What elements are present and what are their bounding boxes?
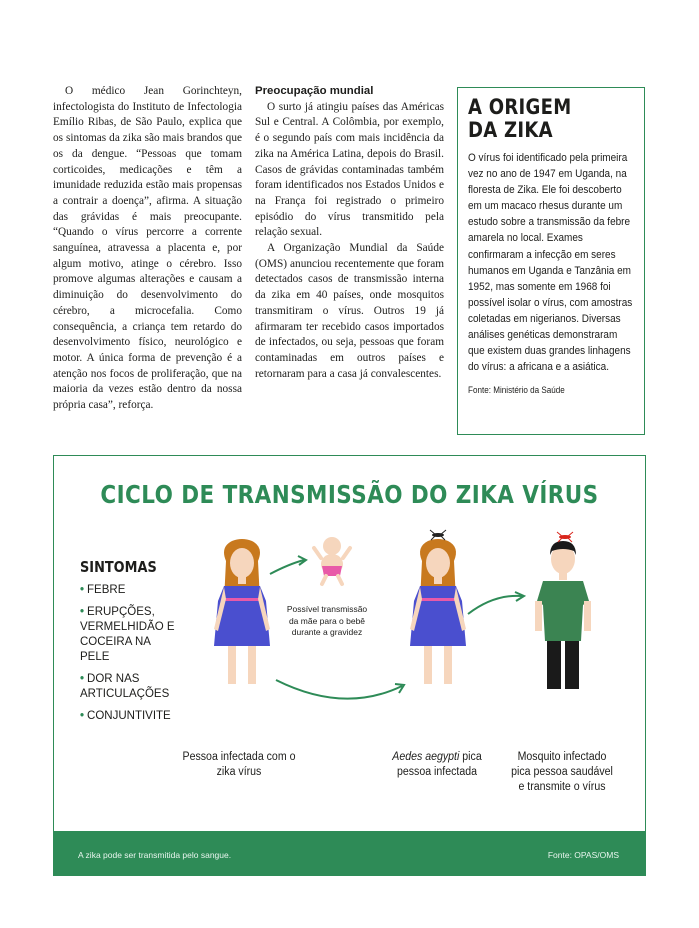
sidebar-text: O vírus foi identificado pela primeira vez no ano de 1947 em Uganda, na floresta de Zika. Ele foi descoberto em um macaco rhesus durante um estudo sobre a transmissão da febre amarela no local. Exames confirmaram a infecção em seres humanos em Uganda e Tanzânia em 1952, mas somente em 1968 foi possível isolar o vírus, com amostras coletadas em nigerianos. Diversas análises genéticas demonstraram que existem duas grandes linhagens do vírus: a africana e a asiática. — [468, 152, 633, 374]
woman-infected-figure — [214, 539, 270, 684]
footer-source: Fonte: OPAS/OMS — [547, 850, 619, 860]
mosquito-icon — [430, 530, 446, 540]
sidebar-source: Fonte: Ministério da Saúde — [468, 385, 565, 396]
paragraph: O surto já atingiu países das Américas Sul e Central. A Colômbia, por exemplo, é o segundo país com mais incidência da zika na América Latina, depois do Brasil. Casos de grávidas contaminadas também foram identificados nos Estados Unidos e na França foi registrado o primeiro episódio do vírus transmitido pela relação sexual. — [255, 100, 444, 239]
article-column-1 — [53, 84, 242, 414]
man-healthy-figure — [535, 532, 591, 689]
transmission-note: Possível transmissão da mãe para o bebê durante a gravidez — [286, 604, 368, 637]
caption-aedes — [377, 750, 497, 780]
symptom-label: FEBRE — [87, 584, 126, 596]
paragraph: O médico Jean Gorinchteyn, infectologista do Instituto de Infectologia Emílio Ribas, de São Paulo, explica que os sintomas da zika são mais brandos que os da dengue. “Pessoas que tomam corticoides, medicações e têm a imunidade reduzida estão mais propensas a contrair a doença”, afirma. A situação das grávidas é mais preocupante. “Quando o vírus percorre a corrente sanguínea, atravessa a placenta e, por algum motivo, atinge o cérebro. Isso promove algumas alterações e causam a diminuição do desenvolvimento do cérebro, a microcefalia. Como consequência, a criança tem retardo do desenvolvimento físico, neurológico e motor. A única forma de prevenção é a atenção nos focos de proliferação, que na maioria da vezes estão dentro da nossa própria casa”, reforça. — [53, 85, 242, 412]
baby-figure — [314, 537, 350, 584]
symptom-label: ERUPÇÕES, VERMELHIDÃO E COCEIRA NA PELE — [80, 606, 175, 663]
sidebar-title-line2: DA ZIKA — [468, 118, 553, 142]
bullet-icon: • — [80, 606, 85, 618]
arrow-to-woman2 — [276, 680, 402, 699]
infographic — [53, 455, 646, 876]
caption-mosquito-infected: Mosquito infectado pica pessoa saudável e transmite o vírus — [511, 751, 613, 793]
caption-aedes-rest: pica pessoa infectada — [396, 751, 482, 778]
woman-bitten-figure — [410, 530, 466, 684]
bullet-icon: • — [80, 584, 85, 596]
symptoms-title: SINTOMAS — [80, 558, 157, 576]
sidebar-title — [468, 96, 640, 142]
symptom-label: DOR NAS ARTICULAÇÕES — [80, 673, 170, 700]
bullet-icon: • — [80, 710, 85, 722]
symptom-label: CONJUNTIVITE — [87, 710, 171, 722]
infographic-footer — [54, 831, 645, 875]
footer-note: A zika pode ser transmitida pelo sangue. — [78, 850, 232, 860]
caption-infected-person: Pessoa infectada com o zika vírus — [182, 751, 296, 778]
bullet-icon: • — [80, 673, 85, 685]
infographic-title: CICLO DE TRANSMISSÃO DO ZIKA VÍRUS — [100, 480, 599, 509]
arrow-to-baby — [270, 560, 304, 574]
sidebar-title-line1: A ORIGEM — [468, 95, 572, 119]
mosquito-infected-icon — [557, 532, 573, 542]
arrow-to-man — [468, 596, 522, 614]
illustration — [54, 456, 647, 877]
paragraph: A Organização Mundial da Saúde (OMS) anunciou recentemente que foram detectados casos de transmissão interna da zika em 40 países, onde mosquitos transmitiram o vírus. Outros 19 já afirmaram ter recebido casos importados de infectados, ou seja, pessoas que foram contaminadas em outros países e retornaram para a casa já convalescentes. — [255, 242, 444, 380]
caption-aedes-italic: Aedes aegypti — [392, 751, 460, 763]
section-heading: Preocupação mundial — [255, 85, 374, 97]
article-column-2 — [255, 84, 444, 382]
sidebar-box — [457, 87, 645, 435]
